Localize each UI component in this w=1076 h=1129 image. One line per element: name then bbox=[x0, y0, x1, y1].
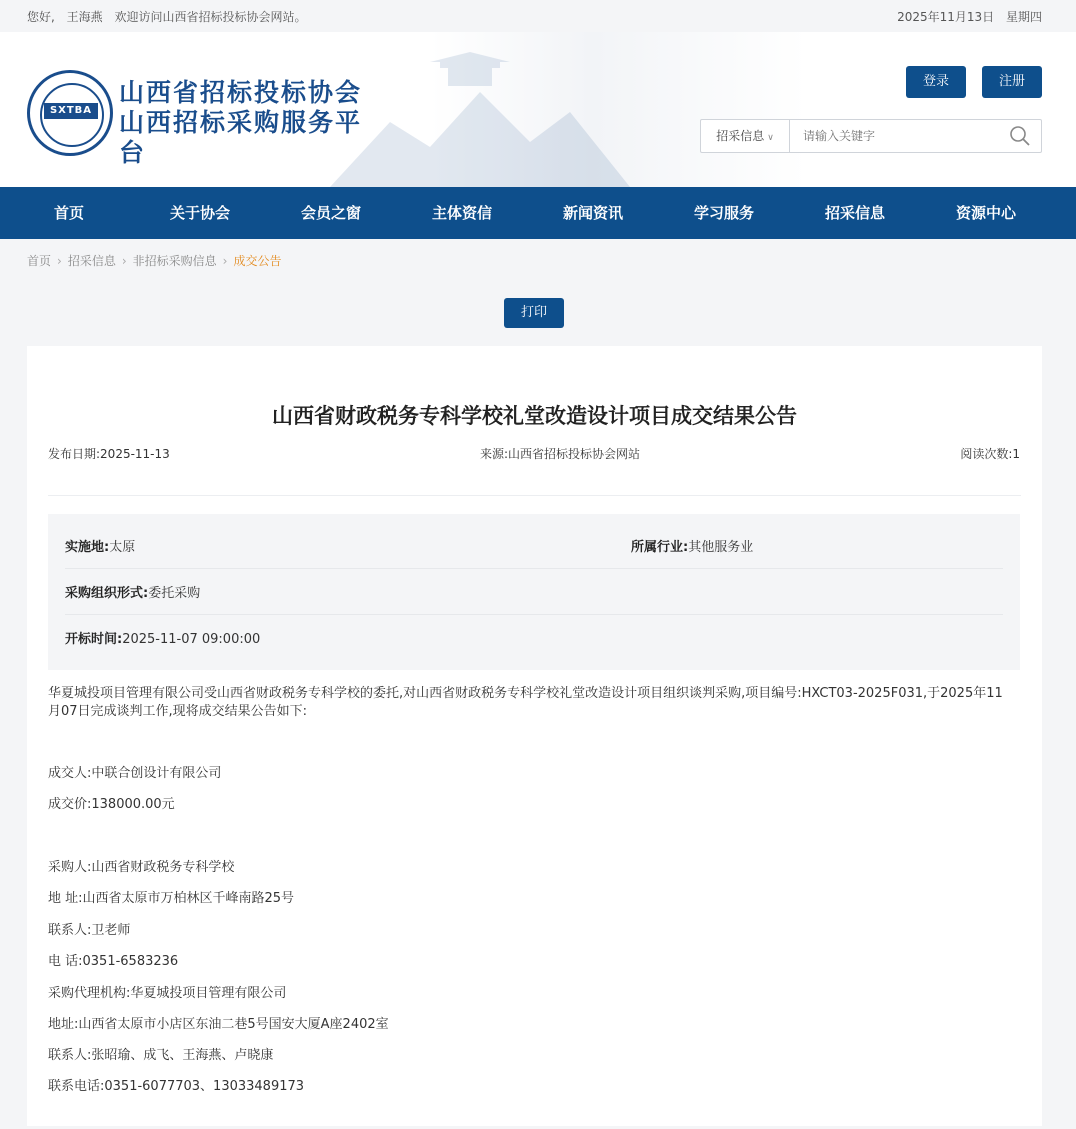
project-info-panel bbox=[48, 514, 1020, 670]
search-input[interactable] bbox=[801, 120, 995, 152]
breadcrumb-procurement[interactable]: 招采信息 bbox=[67, 254, 116, 268]
login-button[interactable]: 登录 bbox=[906, 66, 966, 98]
agency-line: 采购代理机构:华夏城投项目管理有限公司 bbox=[48, 986, 287, 1001]
breadcrumb-current: 成交公告 bbox=[233, 254, 282, 268]
intro-paragraph: 华夏城投项目管理有限公司受山西省财政税务专科学校的委托,对山西省财政税务专科学校礼堂改造设计项目组织谈判采购,项目编号:HXCT03-2025F031,于2025年11月07日完成谈判工作,现将成交结果公告如下: bbox=[48, 686, 1003, 719]
register-button[interactable]: 注册 bbox=[982, 66, 1042, 98]
nav-item-credit[interactable]: 主体资信 bbox=[431, 204, 492, 222]
print-button[interactable]: 打印 bbox=[504, 298, 564, 328]
top-bar bbox=[0, 0, 1076, 32]
site-header bbox=[0, 32, 1076, 187]
purchaser-address-line: 地 址:山西省太原市万柏林区千峰南路25号 bbox=[48, 891, 295, 906]
greeting-text: 您好, bbox=[27, 10, 55, 24]
purchaser-line: 采购人:山西省财政税务专科学校 bbox=[48, 860, 235, 875]
divider bbox=[65, 568, 1003, 569]
agency-address-line: 地址:山西省太原市小店区东油二巷5号国安大厦A座2402室 bbox=[48, 1017, 389, 1032]
logo-title-line1: 山西省招标投标协会 bbox=[119, 78, 363, 107]
price-line: 成交价:138000.00元 bbox=[48, 797, 175, 812]
view-count: 阅读次数:1 bbox=[960, 447, 1020, 461]
purchaser-contact-line: 联系人:卫老师 bbox=[48, 923, 131, 938]
article-source: 来源:山西省招标投标协会网站 bbox=[480, 447, 641, 461]
info-location-value: 太原 bbox=[109, 540, 136, 555]
current-date bbox=[897, 8, 1042, 25]
logo-title-line2: 山西招标采购服务平台 bbox=[119, 108, 363, 167]
info-open-time-label: 开标时间: bbox=[65, 632, 123, 647]
chevron-right-icon: › bbox=[121, 254, 127, 268]
site-logo[interactable] bbox=[27, 70, 387, 167]
search-icon[interactable] bbox=[1009, 125, 1031, 147]
agency-phone-line: 联系电话:0351-6077703、13033489173 bbox=[48, 1079, 305, 1094]
search-category-label: 招采信息 bbox=[716, 129, 765, 143]
divider bbox=[48, 495, 1021, 496]
search-category-select[interactable] bbox=[701, 120, 790, 152]
nav-item-resources[interactable]: 资源中心 bbox=[955, 204, 1016, 222]
info-open-time bbox=[65, 628, 260, 647]
publish-date: 发布日期:2025-11-13 bbox=[48, 447, 170, 461]
info-open-time-value: 2025-11-07 09:00:00 bbox=[122, 632, 261, 647]
logo-emblem bbox=[27, 70, 113, 156]
chevron-right-icon: › bbox=[57, 254, 62, 268]
nav-item-home[interactable]: 首页 bbox=[53, 204, 84, 222]
chevron-right-icon: › bbox=[222, 254, 228, 268]
user-name[interactable]: 王海燕 bbox=[66, 10, 103, 24]
winner-line: 成交人:中联合创设计有限公司 bbox=[48, 766, 222, 781]
divider bbox=[65, 614, 1003, 615]
article-title: 山西省财政税务专科学校礼堂改造设计项目成交结果公告 bbox=[272, 404, 797, 428]
weekday-text: 星期四 bbox=[1005, 10, 1042, 24]
info-location bbox=[65, 536, 135, 555]
breadcrumb-home[interactable]: 首页 bbox=[27, 254, 52, 268]
logo-title bbox=[119, 78, 387, 168]
info-org-form bbox=[65, 582, 200, 601]
date-text: 2025年11月13日 bbox=[897, 10, 995, 24]
breadcrumb bbox=[27, 252, 282, 269]
info-industry-label: 所属行业: bbox=[631, 540, 689, 555]
breadcrumb-non-tender[interactable]: 非招标采购信息 bbox=[132, 254, 217, 268]
nav-item-about[interactable]: 关于协会 bbox=[169, 204, 230, 222]
info-org-form-value: 委托采购 bbox=[148, 586, 201, 601]
info-industry-value: 其他服务业 bbox=[688, 540, 754, 555]
logo-abbr: SXTBA bbox=[44, 103, 98, 119]
agency-contact-line: 联系人:张昭瑜、成飞、王海燕、卢晓康 bbox=[48, 1048, 274, 1063]
info-org-form-label: 采购组织形式: bbox=[65, 586, 149, 601]
info-location-label: 实施地: bbox=[65, 540, 110, 555]
article-card bbox=[27, 346, 1042, 1126]
search-box bbox=[700, 119, 1042, 153]
main-nav bbox=[0, 187, 1076, 239]
info-industry bbox=[631, 536, 753, 555]
nav-item-procurement[interactable]: 招采信息 bbox=[824, 204, 885, 222]
nav-item-members[interactable]: 会员之窗 bbox=[300, 204, 361, 222]
welcome-text: 欢迎访问山西省招标投标协会网站。 bbox=[114, 10, 307, 24]
chevron-down-icon: ∨ bbox=[767, 133, 774, 143]
purchaser-phone-line: 电 话:0351-6583236 bbox=[48, 954, 179, 969]
nav-item-news[interactable]: 新闻资讯 bbox=[562, 204, 623, 222]
welcome-message bbox=[27, 8, 315, 25]
nav-item-learning[interactable]: 学习服务 bbox=[693, 204, 754, 222]
